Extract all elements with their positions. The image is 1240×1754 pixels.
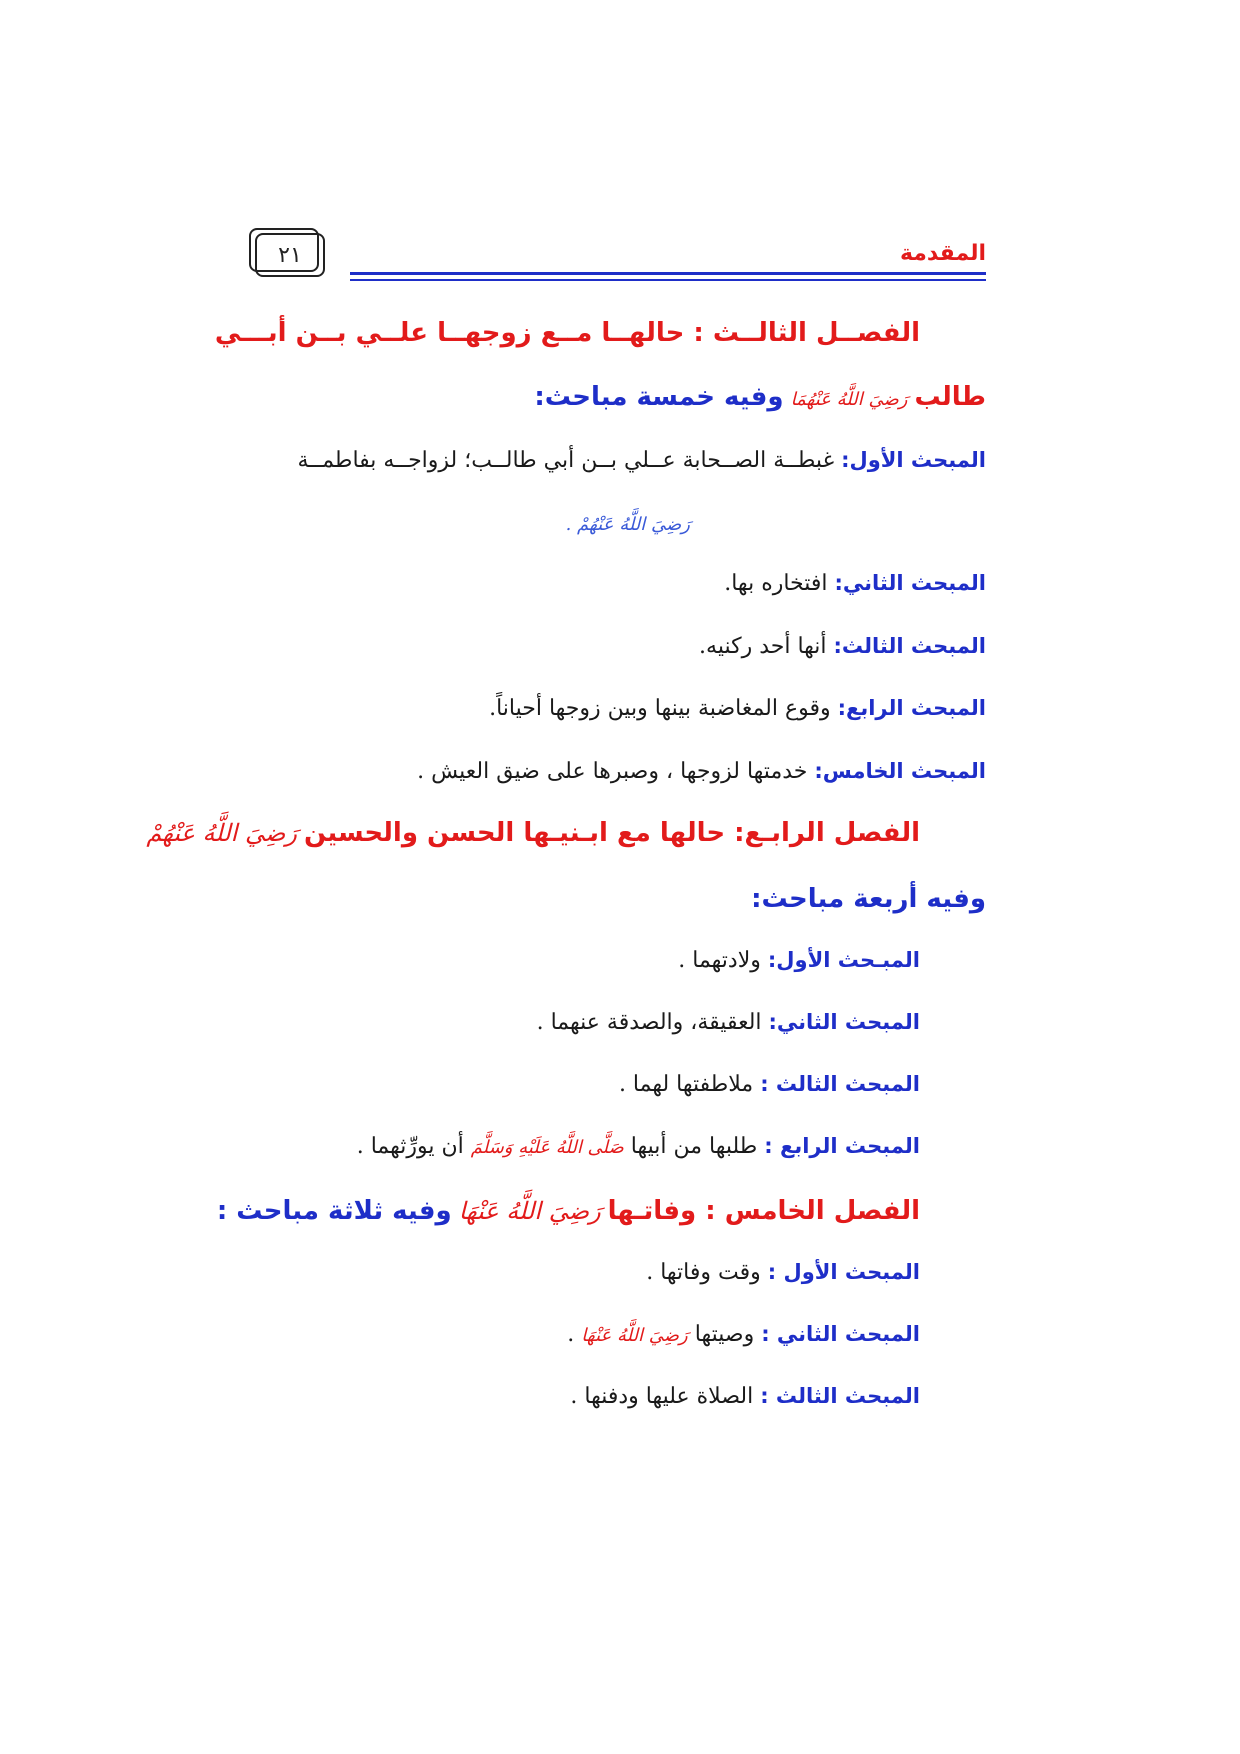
chapter4-title: الفصل الرابـع: حالها مع ابـنيـها الحسن والحسين (303, 818, 920, 848)
item-label: المبحث الثاني : (761, 1322, 920, 1346)
item-text: افتخاره بها. (724, 571, 828, 596)
chapter3-item-2 (724, 573, 986, 595)
chapter5-item-2 (567, 1324, 920, 1346)
item-text: ولادتهما . (678, 948, 761, 973)
chapter3-title-line2 (534, 384, 986, 410)
page-number-frame (255, 233, 325, 277)
item-text: الصلاة عليها ودفنها . (570, 1384, 754, 1409)
item-label: المبحث الثالث : (760, 1384, 920, 1408)
chapter4-subtitle: وفيه أربعة مباحث: (751, 884, 986, 914)
item-label: المبحث الثاني: (768, 1010, 920, 1034)
chapter5-title-line (217, 1198, 920, 1224)
chapter3-item-5 (417, 761, 986, 783)
item-label: المبحث الخامس: (814, 759, 986, 783)
page-number: ٢١ (278, 242, 302, 268)
chapter3-honorific: رَضِيَ اللَّهُ عَنْهُمَا (790, 389, 908, 410)
item-label: المبحث الثاني: (834, 571, 986, 595)
chapter4-subtitle-line (751, 886, 986, 912)
item-label: المبـحث الأول: (767, 948, 920, 972)
chapter5-subtitle: وفيه ثلاثة مباحث : (216, 1196, 452, 1226)
item-label: المبحث الثالث: (833, 634, 986, 658)
item-text: وقوع المغاضبة بينها وبين زوجها أحياناً. (489, 696, 831, 721)
item-label: المبحث الثالث : (760, 1072, 920, 1096)
item-honorific: رَضِيَ اللَّهُ عَنْهُمْ . (565, 514, 690, 535)
chapter4-item-3 (619, 1074, 920, 1096)
chapter4-title-line (146, 820, 920, 846)
item-text: ملاطفتها لهما . (618, 1072, 754, 1097)
chapter4-item-2 (537, 1012, 920, 1034)
running-header-title: المقدمة (899, 241, 986, 266)
item-text-continued: . (567, 1322, 575, 1347)
chapter5-honorific: رَضِيَ اللَّهُ عَنْهَا (458, 1197, 601, 1225)
chapter3-subtitle: وفيه خمسة مباحث: (534, 382, 784, 412)
chapter3-title-continued: طالب (914, 382, 986, 412)
item-text: أنها أحد ركنيه. (699, 634, 827, 659)
chapter3-item-3 (699, 636, 986, 658)
item-text: وصيتها (694, 1322, 755, 1347)
chapter3-title: الفصــل الثالــث : حالهــا مــع زوجهــا علــي بــن أبـــي (214, 318, 920, 348)
item-label: المبحث الرابع: (837, 696, 986, 720)
chapter4-item-1 (678, 950, 920, 972)
chapter5-title: الفصل الخامس : وفاتـها (607, 1196, 920, 1226)
chapter4-honorific: رَضِيَ اللَّهُ عَنْهُمْ (146, 819, 297, 847)
item-label: المبحث الأول: (841, 448, 986, 472)
chapter5-item-3 (570, 1386, 920, 1408)
item-honorific: صَلَّى اللَّهُ عَلَيْهِ وَسَلَّمَ (470, 1137, 624, 1158)
chapter3-item-1-continued (566, 513, 690, 535)
chapter3-title-line1 (215, 320, 920, 346)
chapter4-item-4 (357, 1136, 920, 1158)
item-text: العقيقة، والصدقة عنهما . (536, 1010, 762, 1035)
item-label: المبحث الرابع : (764, 1134, 920, 1158)
item-text-continued: أن يورِّثهما . (356, 1134, 464, 1159)
header-rule-thin (350, 279, 986, 281)
chapter5-item-1 (646, 1262, 920, 1284)
item-text: طلبها من أبيها (630, 1134, 758, 1159)
chapter3-item-4 (489, 698, 986, 720)
item-label: المبحث الأول : (767, 1260, 920, 1284)
item-honorific: رَضِيَ اللَّهُ عَنْهَا (581, 1325, 688, 1346)
item-text: خدمتها لزوجها ، وصبرها على ضيق العيش . (417, 759, 808, 784)
item-text: غبطــة الصــحابة عــلي بــن أبي طالــب؛ لزواجــه بفاطمــة (297, 448, 835, 473)
item-text: وقت وفاتها . (646, 1260, 761, 1285)
chapter3-item-1 (298, 450, 986, 472)
header-rule-thick (350, 272, 986, 275)
